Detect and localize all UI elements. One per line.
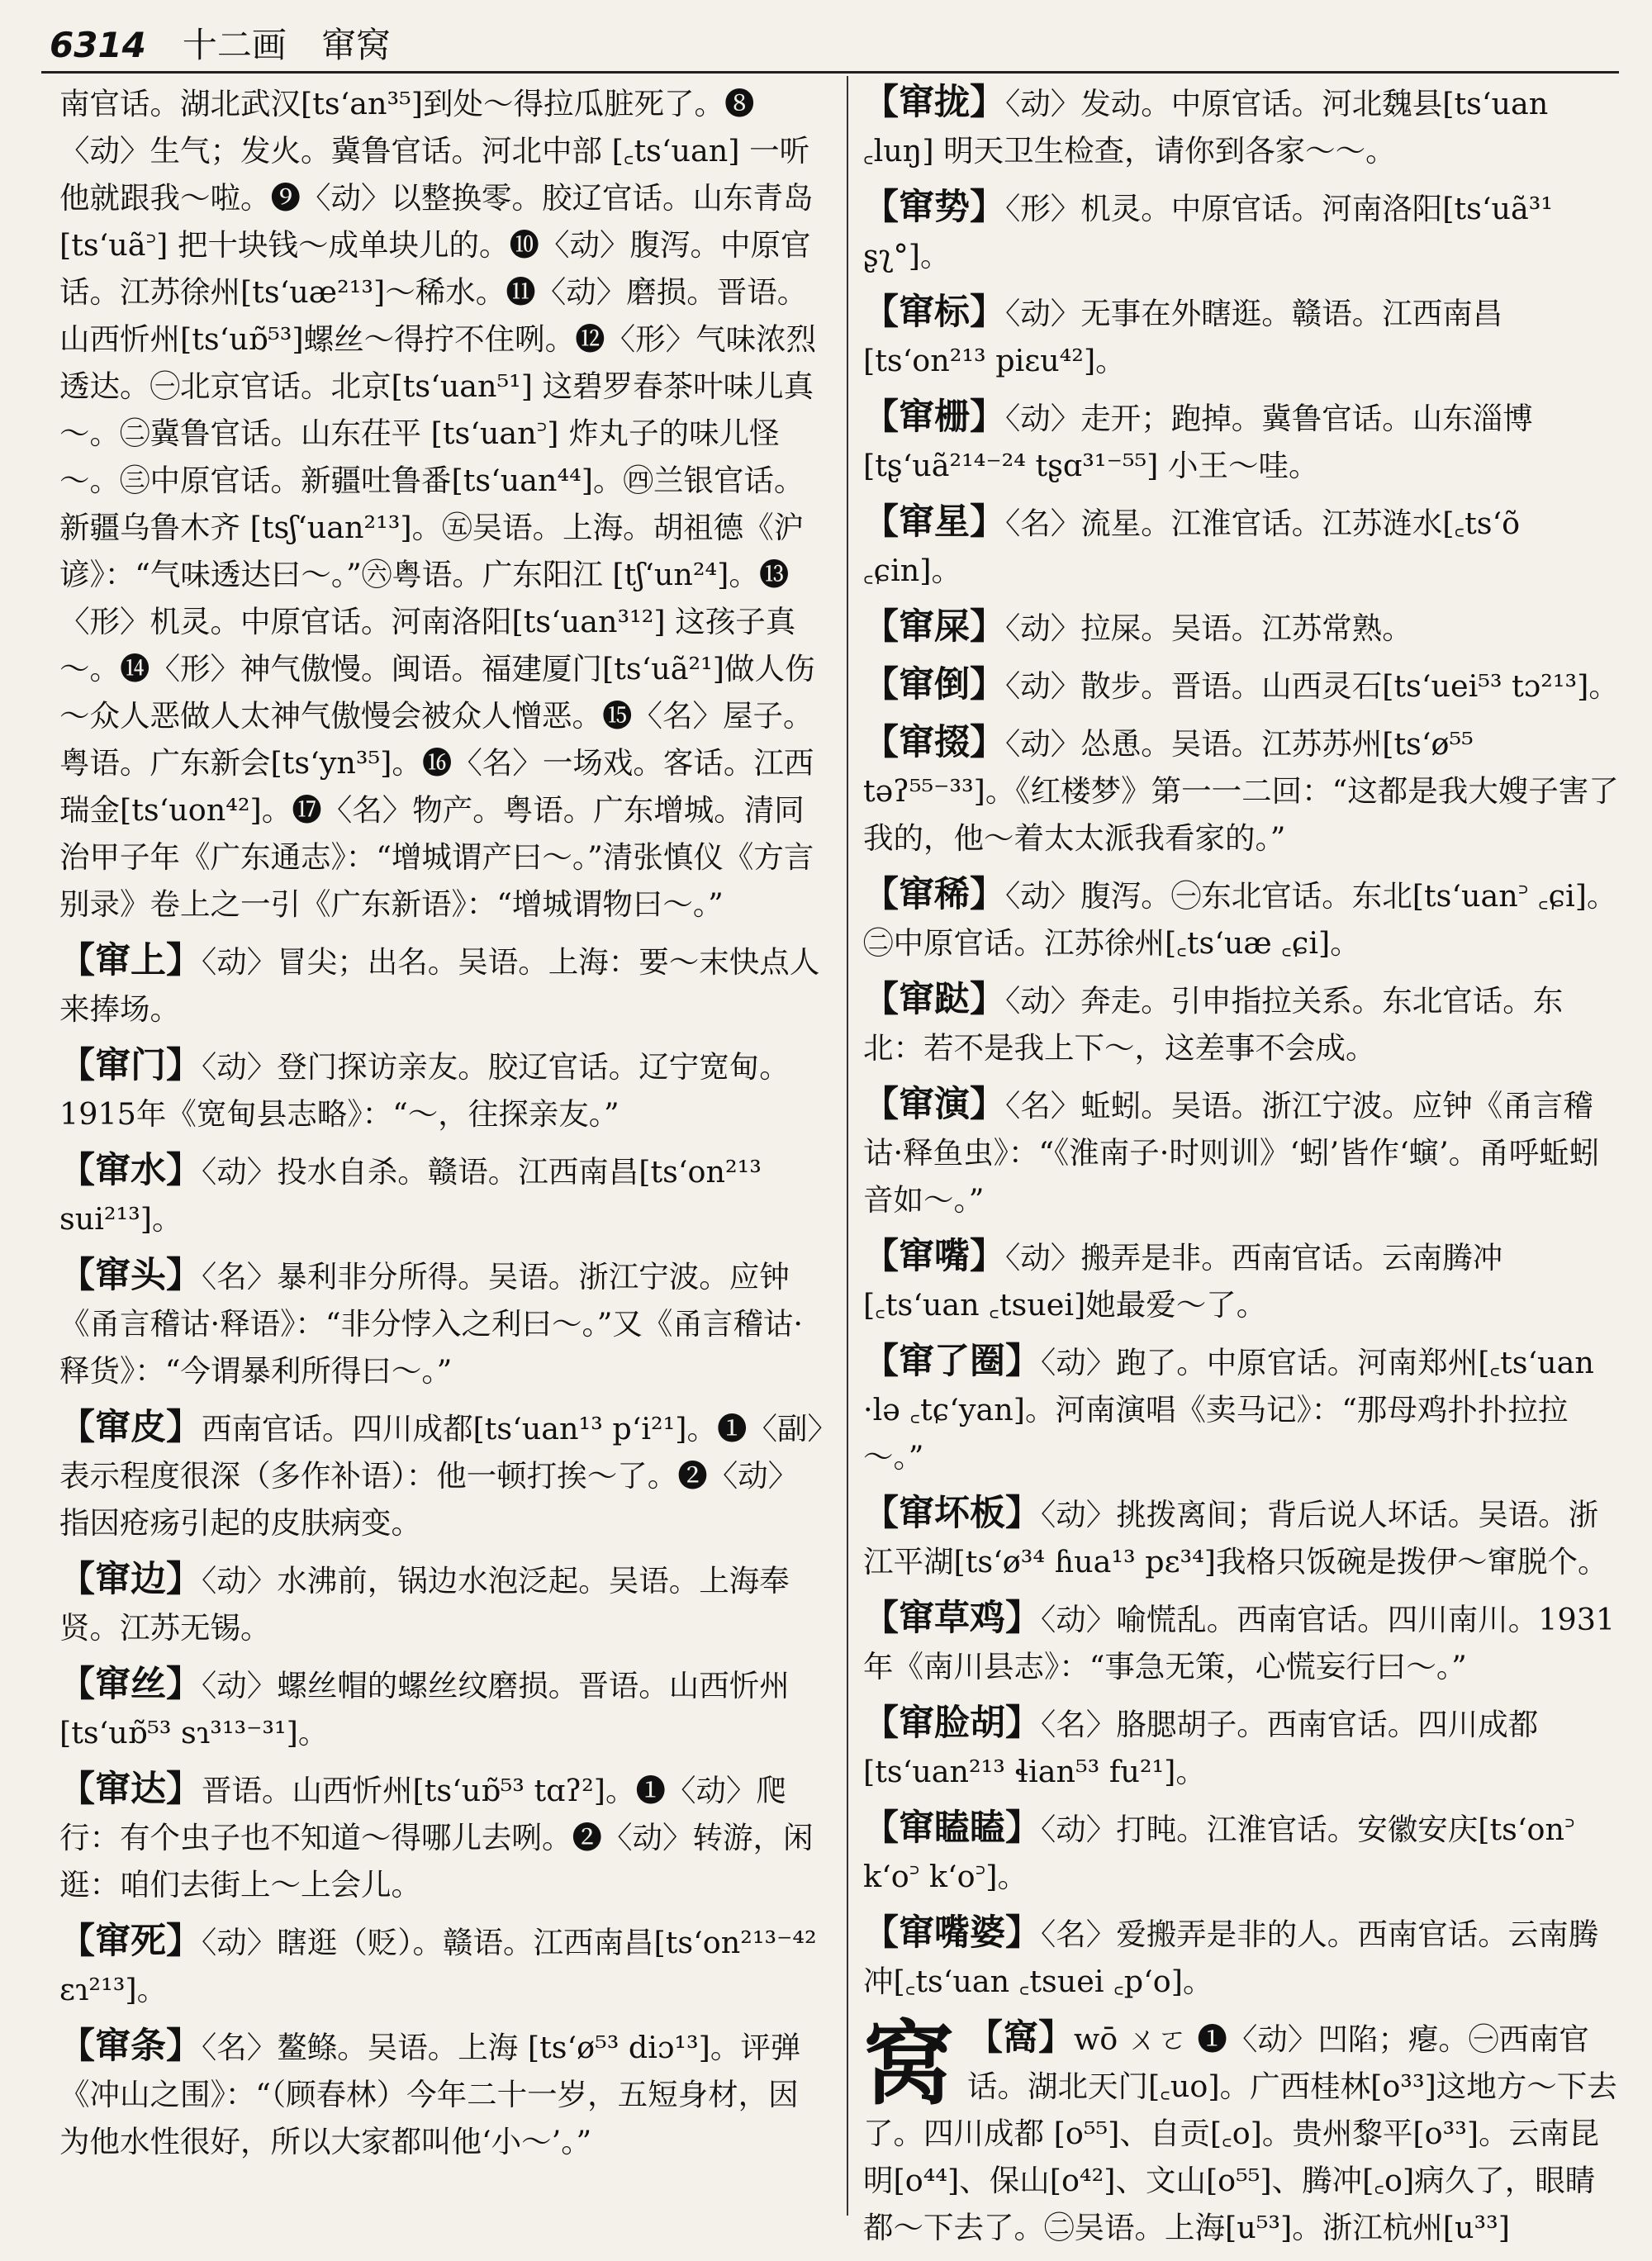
entry-headword: 【窜瞌瞌】 [863,1807,1041,1849]
entry [863,1805,1619,1900]
entry-headword: 【窜水】 [59,1150,202,1191]
entry-text: 〈动〉打盹。江淮官话。安徽安庆[ts‘on꜄ k‘o꜄ k‘o꜄]。 [863,1812,1575,1894]
header-rule [41,71,1619,74]
main-entry [863,2011,1619,2251]
entry-headword: 【窜嘴婆】 [863,1912,1041,1954]
entry-continuation [59,79,828,928]
entry-headword: 【窜势】 [863,187,1005,228]
entry-text: 〈名〉流星。江淮官话。江苏涟水[꜀ts‘õ ꜀ɕin]。 [863,506,1521,588]
entry-text: 西南官话。四川成都[ts‘uan¹³ p‘i²¹]。❶〈副〉表示程度很深（多作补语）：他一顿打挨～了。❷〈动〉指因疮疡引起的皮肤病变。 [59,1411,823,1541]
entry-headword: 【窜皮】 [59,1407,202,1448]
entry-text: 〈名〉胳腮胡子。西南官话。四川成都[ts‘uan²¹³ ɬian⁵³ fu²¹]。 [863,1707,1539,1789]
left-column [59,79,828,2175]
entry-headword: 【窜演】 [863,1084,1005,1125]
entry [863,1700,1619,1795]
entry-headword: 【窜标】 [863,292,1005,333]
entry [59,1918,828,2013]
entry-text: 〈动〉走开；跑掉。冀鲁官话。山东淄博[tʂ‘uã²¹⁴⁻²⁴ tʂɑ³¹⁻⁵⁵] 小王～哇。 [863,401,1533,483]
entry-headword: 【窜达】 [59,1769,202,1810]
entry-headword: 【窜头】 [59,1255,202,1296]
entry-headword: 【窜草鸡】 [863,1598,1041,1639]
entry [863,604,1619,652]
entry-text: 〈动〉水沸前，锅边水泡泛起。吴语。上海奉贤。江苏无锡。 [59,1563,790,1646]
entry [863,720,1619,862]
entry-headword: 【窜脸胡】 [863,1703,1041,1744]
entry-headword: 【窜稀】 [863,874,1005,915]
entry-headword: 【窜栅】 [863,397,1005,438]
entry [59,1147,828,1242]
entry-headword: 【窜星】 [863,501,1005,543]
entry-text: 〈动〉搬弄是非。西南官话。云南腾冲 [꜀ts‘uan ꜀tsuei]她最爱～了。 [863,1240,1503,1323]
entry-text: 〈动〉腹泻。㊀东北官话。东北[ts‘uan꜄ ꜀ɕi]。㊁中原官话。江苏徐州[꜀ts‘uæ ꜀ɕi]。 [863,878,1617,961]
entry-headword: 【窜屎】 [863,606,1005,648]
entry-text: 〈动〉跑了。中原官话。河南郑州[꜀ts‘uan ·lə ꜀tɕ‘yan]。河南演唱《卖马记》：“那母鸡扑扑拉拉～。” [863,1345,1594,1475]
entry [59,1556,828,1651]
entry-text: 〈动〉奔走。引申指拉关系。东北官话。东北：若不是我上下～，这差事不会成。 [863,983,1564,1066]
entry [863,499,1619,594]
entry-text: 晋语。山西忻州[ts‘uɒ̃⁵³ tɑʔ²]。❶〈动〉爬行：有个虫子也不知道～得哪儿去咧。❷〈动〉转游，闲逛：咱们去街上～上会儿。 [59,1773,814,1902]
entry-text: 〈动〉挑拨离间；背后说人坏话。吴语。浙江平湖[ts‘ø³⁴ ɦua¹³ pɛ³⁴]我格只饭碗是拨伊～窜脱个。 [863,1497,1608,1579]
entry [863,79,1619,174]
entry [59,938,828,1033]
main-entry-text: wō ㄨㄛ ❶〈动〉凹陷；瘪。㊀西南官话。湖北天门[꜀uo]。广西桂林[o³³]这地方～下去了。四川成都 [o⁵⁵]、自贡[꜀o]。贵州黎平[o³³]。云南昆明[o⁴⁴]、保山[o⁴²]、文山[o⁵⁵]、腾冲[꜀o]病久了，眼睛都～下去了。㊁吴语。上海[u⁵³]。浙江杭州[u³³] [863,2021,1617,2245]
entry-headword: 【窜丝】 [59,1664,202,1705]
entry-headword: 【窜死】 [59,1921,202,1962]
entry-text: 〈动〉冒尖；出名。吴语。上海：要～末快点人来捧场。 [59,944,820,1027]
entry-text: 〈名〉蚯蚓。吴语。浙江宁波。应钟《甬言稽诂·释鱼虫》：“《淮南子·时则训》‘蚓’皆作‘螾’。甬呼蚯蚓音如～。” [863,1088,1600,1218]
entry-headword: 【窜门】 [59,1045,202,1086]
page-title: 十二画 窜窝 [182,25,391,65]
entry-text: 〈名〉爱搬弄是非的人。西南官话。云南腾冲[꜀ts‘uan ꜀tsuei ꜀p‘o]。 [863,1917,1599,1999]
entry-text: 〈动〉怂恿。吴语。江苏苏州[ts‘ø⁵⁵ təʔ⁵⁵⁻³³]。《红楼梦》第一一二回：“这都是我大嫂子害了我的，他～着太太派我看家的。” [863,726,1619,856]
entry-text: 〈形〉机灵。中原官话。河南洛阳[ts‘uã³¹ ʂʅ°]。 [863,191,1554,273]
entry-text: 〈动〉登门探访亲友。胶辽官话。辽宁宽甸。1915年《宽甸县志略》：“～，往探亲友。” [59,1049,790,1132]
entry-text: 〈动〉瞎逛（贬）。赣语。江西南昌[ts‘on²¹³⁻⁴² ɛɿ²¹³]。 [59,1925,817,2007]
entry [863,872,1619,967]
entry-headword: 【窜了圈】 [863,1341,1041,1382]
entry-headword: 【窜边】 [59,1559,202,1600]
entry [863,1081,1619,1223]
entry-headword: 【窜拢】 [863,82,1005,123]
entry-headword: 【窜条】 [59,2026,202,2067]
entry [863,976,1619,1071]
entry-text: 南官话。湖北武汉[ts‘an³⁵]到处～得拉瓜脏死了。❽〈动〉生气；发火。冀鲁官话。河北中部 [꜀ts‘uan] 一听他就跟我～啦。❾〈动〉以整换零。胶辽官话。山东青岛[ts‘uã꜄] 把十块钱～成单块儿的。❿〈动〉腹泻。中原官话。江苏徐州[ts‘uæ²¹³]～稀水。⓫〈动〉磨损。晋语。山西忻州[ts‘uɒ̃⁵³]螺丝～得拧不住咧。⓬〈形〉气味浓烈透达。㊀北京官话。北京[ts‘uan⁵¹] 这碧罗春茶叶味儿真～。㊁冀鲁官话。山东茌平 [ts‘uan꜄] 炸丸子的味儿怪～。㊂中原官话。新疆吐鲁番[ts‘uan⁴⁴]。㊃兰银官话。新疆乌鲁木齐 [tsʃ‘uan²¹³]。㊄吴语。上海。胡祖德《沪谚》：“气味透达曰～。”㊅粤语。广东阳江 [tʃ‘un²⁴]。⓭〈形〉机灵。中原官话。河南洛阳[ts‘uan³¹²] 这孩子真～。⓮〈形〉神气傲慢。闽语。福建厦门[ts‘uã²¹]做人伤～众人恶做人太神气傲慢会被众人憎恶。⓯〈名〉屋子。粤语。广东新会[ts‘yn³⁵]。⓰〈名〉一场戏。客话。江西瑞金[ts‘uon⁴²]。⓱〈名〉物产。粤语。广东增城。清同治甲子年《广东通志》：“增城谓产曰～。”清张慎仪《方言别录》卷上之一引《广东新语》：“增城谓物曰～。” [59,86,817,922]
entry-text: 〈动〉投水自杀。赣语。江西南昌[ts‘on²¹³ sui²¹³]。 [59,1154,762,1237]
entry-text: 〈名〉鳌鲦。吴语。上海 [ts‘ø⁵³ diɔ¹³]。评弹《冲山之围》：“（顾春林）今年二十一岁，五短身材，因为他水性很好，所以大家都叫他‘小～’。” [59,2030,801,2159]
entry [863,184,1619,279]
entry-text: 〈动〉螺丝帽的螺丝纹磨损。晋语。山西忻州[ts‘uɒ̃⁵³ sɿ³¹³⁻³¹]。 [59,1668,790,1750]
entry-headword: 【窜掇】 [863,722,1005,763]
entry-headword: 【窜坏板】 [863,1493,1041,1534]
entry-headword: 【窜倒】 [863,664,1005,705]
entry-headword: 【窜上】 [59,940,202,981]
entry [59,1404,828,1546]
entry-text: 〈动〉拉屎。吴语。江苏常熟。 [1005,610,1412,646]
entry-headword: 【窜跶】 [863,979,1005,1020]
page-number: 6314 [50,25,146,65]
entry [59,1252,828,1394]
entry [863,1490,1619,1585]
entry-text: 〈动〉散步。晋语。山西灵石[ts‘uei⁵³ tɔ²¹³]。 [1005,668,1619,704]
entry [863,662,1619,710]
entry [59,1766,828,1908]
entry-text: 〈名〉暴利非分所得。吴语。浙江宁波。应钟《甬言稽诂·释语》：“非分悖入之利曰～。”又《甬言稽诂·释货》：“今谓暴利所得曰～。” [59,1259,804,1389]
entry [59,2023,828,2165]
entry [863,1338,1619,1480]
right-column [863,79,1619,2261]
main-entry-char: 窝 [863,2011,954,2117]
entry [59,1661,828,1756]
entry-text: 〈动〉发动。中原官话。河北魏县[ts‘uan ꜀luŋ] 明天卫生检查，请你到各家～～。 [863,86,1549,169]
entry [863,289,1619,384]
entry [59,1043,828,1138]
page-header [50,18,1619,68]
entry-headword: 【窜嘴】 [863,1236,1005,1277]
entry [863,1233,1619,1328]
entry [863,394,1619,489]
entry-text: 〈动〉喻慌乱。西南官话。四川南川。1931年《南川县志》：“事急无策，心慌妄行曰～。” [863,1602,1616,1684]
entry [863,1910,1619,2005]
entry-text: 〈动〉无事在外瞎逛。赣语。江西南昌[ts‘on²¹³ piɛu⁴²]。 [863,296,1503,378]
main-entry-headword: 【窩】 [967,2017,1074,2059]
column-divider [847,76,848,2216]
entry [863,1595,1619,1690]
